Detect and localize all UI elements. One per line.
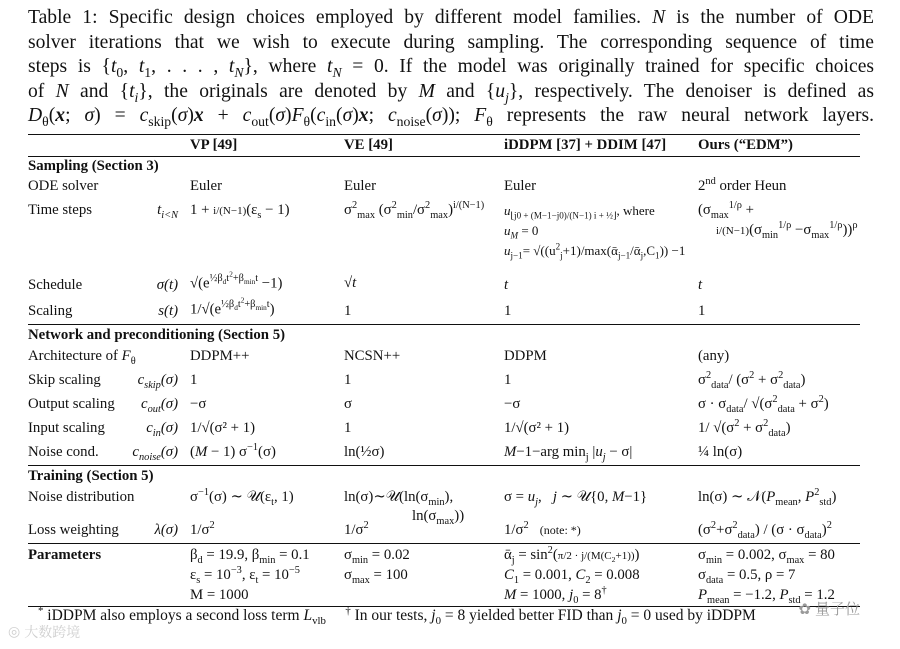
section-parameters: Parameters [28,547,102,563]
section-network: Network and preconditioning (Section 5) [28,327,286,343]
cell-noise-ve: ln(½σ) [344,444,385,460]
row-label-dist: Noise distribution [28,489,135,505]
table-caption [28,6,874,129]
cell-scaling-iddpm: 1 [504,303,512,319]
row-label-in: Input scaling [28,420,105,436]
cell-timesteps-iddpm-2: $u_M = 0$ [504,223,539,241]
param-ours-2: $\sigma_{data} = 0.5$, ρ = 7 [698,567,796,586]
cell-ode-ve: Euler [344,178,377,194]
param-iddpm-1: ᾱ$_j$ = $\sin^2(\pi/2 \cdot j/(M(C_2+1)))$ [504,545,640,566]
cell-out-vp: −σ [190,396,207,412]
cell-schedule-ours: t [698,277,703,293]
sym-schedule: σ(t) [156,277,178,293]
cell-ode-vp: Euler [190,178,223,194]
row-label-noise: Noise cond. [28,444,99,460]
cell-scaling-ours: 1 [698,303,706,319]
cell-ode-iddpm: Euler [504,178,537,194]
sym-loss: λ(σ) [154,522,178,538]
sym-out: $c_{out}(\sigma)$ [141,396,178,415]
cell-noise-ours: ¼ ln(σ) [698,444,743,460]
cell-dist-iddpm: $\sigma = u_j$, j ∼ 𝒰{0, M−1} [504,489,648,508]
param-vp-2: $\varepsilon_s = 10^{-3}$, $\varepsilon_t = 10^{-5}$ [190,565,300,586]
section-sampling: Sampling (Section 3) [28,158,159,174]
caption-line-2: solver iterations that we wish to execute during sampling. The corresponding sequence of time [28,31,874,53]
cell-timesteps-ve: $\sigma^2_{max}$ $(\sigma^2_{min}/\sigma^2_{max})^{i/(N-1)}$ [344,200,485,221]
sym-in: $c_{in}(\sigma)$ [146,420,178,439]
row-label-timesteps: Time steps [28,202,92,218]
row-label-ode: ODE solver [28,178,99,194]
param-ours-3: $P_{mean} = -1.2$, $P_{std} = 1.2$ [698,587,835,606]
cell-skip-ours: $\sigma^2_{data}/$ $(\sigma^2 + \sigma^2_{data})$ [698,370,806,391]
header-ve: VE [49] [344,137,393,153]
row-label-out: Output scaling [28,396,115,412]
cell-arch-ve: NCSN++ [344,348,401,364]
cell-arch-iddpm: DDPM [504,348,547,364]
cell-scaling-vp: $1/√(e^{\frac{1}{2}\beta_dt^2+\beta_{min}t})$ [190,297,275,318]
cell-in-ve: 1 [344,420,352,436]
wechat-icon: ✿ [798,599,811,618]
param-iddpm-3: M = 1000, $j_0 = 8^\dagger$ [504,585,607,606]
rule-network [28,324,860,325]
cell-dist-ve-2: $\ln(\sigma_{max})$) [412,508,465,527]
param-vp-1: $\beta_d = 19.9$, $\beta_{min} = 0.1$ [190,547,310,566]
header-vp: VP [49] [190,137,238,153]
cell-skip-ve: 1 [344,372,352,388]
row-label-arch: Architecture of $F_\theta$ [28,348,136,367]
cell-dist-ours: ln(σ) ∼ $𝒩(P_{mean}$, $P^2_{std}$) [698,487,837,508]
sym-scaling: s(t) [158,303,178,319]
header-rule [28,156,860,157]
caption-line-5: $D_\theta(x$; $\sigma) = c_{skip}(\sigma)x + c_{out}(\sigma)F_\theta(c_{in}(\sigma)x$; $c_{noise}(\sigma)$); $F_\theta$ represents the raw neural network layers. [28,105,874,130]
header-iddpm: iDDPM [37] + DDIM [47] [504,137,667,153]
cell-timesteps-vp: $1 + i/(N-1)(\varepsilon_s - 1)$ [190,202,290,221]
watermark-right: ✿ 量子位 [798,599,860,618]
cell-noise-vp: (M − 1) $\sigma^{-1}(\sigma)$ [190,442,276,460]
cell-schedule-iddpm: t [504,277,509,293]
caption-line-1: Table 1: Specific design choices employed by different model families. N is the number of ODE [28,7,874,28]
row-label-scaling: Scaling [28,303,73,319]
cell-timesteps-ours-2: $i/(N-1)(\sigma_{min}^{1/\rho} -\sigma_{max}^{1/\rho}))^\rho$ [716,220,858,241]
param-ve-1: $\sigma_{min} = 0.02$ [344,547,410,566]
cell-out-ve: σ [344,396,352,412]
cell-loss-ours: $(\sigma^2+\sigma^2_{data}) / (\sigma \cdot \sigma_{data})^2$ [698,520,832,541]
cell-in-iddpm: 1/√(σ² + 1) [504,420,570,436]
cell-timesteps-ours-1: ($\sigma_{max}^{1/\rho}$ + [698,200,755,221]
cell-noise-iddpm: M−1−arg $\min_j |u_j - \sigma|$ [504,444,633,463]
cell-arch-ours: (any) [698,348,730,364]
param-ve-2: $\sigma_{max} = 100$ [344,567,408,586]
cell-loss-ve: $1/\sigma^2$ [344,520,369,538]
top-rule [28,134,860,135]
sym-noise: $c_{noise}(\sigma)$ [132,444,178,463]
cell-in-vp: 1/√(σ² + 1) [190,420,256,436]
row-label-loss: Loss weighting [28,522,119,538]
param-vp-3: M = 1000 [190,587,249,603]
caption-line-4: of N and $\{t_i\}$, the originals are denoted by M and $\{u_j\}$, respectively. The denoiser is defined as [28,80,874,105]
cell-dist-ve-1: $\ln(\sigma)\sim 𝒰(\ln(\sigma_{min})$, [344,489,454,508]
rule-training [28,465,860,466]
cell-loss-iddpm: $1/\sigma^2$ (note: *) [504,520,581,538]
watermark-logo-icon: ◎ [8,624,21,640]
param-iddpm-2: $C_1 = 0.001$, $C_2 = 0.008$ [504,567,640,586]
cell-ode-ours: 2nd order Heun [698,176,787,194]
sym-skip: $c_{skip}(\sigma)$ [137,372,178,391]
cell-schedule-ve: √t [344,275,357,291]
caption-line-3: steps is {$t_0$, $t_1$, . . . , $t_N$}, where $t_N = 0$. If the model was originally trained for specific choices [28,56,875,81]
sym-timesteps: $t_{i<N}$ [157,202,178,221]
cell-out-iddpm: −σ [504,396,521,412]
cell-loss-vp: $1/\sigma^2$ [190,520,215,538]
cell-out-ours: $\sigma \cdot \sigma_{data}/$ $√(\sigma^2_{data} + \sigma^2)$ [698,394,829,415]
watermark-left: ◎ 大数跨境 [8,624,81,641]
cell-dist-vp: $\sigma^{-1}(\sigma)$ ∼ $𝒰(\varepsilon_t$, 1) [190,487,294,508]
cell-schedule-vp: $√(e^{\frac{1}{2}\beta_dt^2+\beta_{min}t} -1)$ [190,271,283,292]
cell-timesteps-iddpm-1: $u_{⌊j0 + (M-1-j0)/(N-1) i + \frac{1}{2}⌋}$, where [504,203,655,221]
param-ours-1: $\sigma_{min} = 0.002$, $\sigma_{max} = 80$ [698,547,835,566]
cell-arch-vp: DDPM++ [190,348,250,364]
footnote: * iDDPM also employs a second loss term $L_{vlb}$ † In our tests, $j_0 = 8$ yielded better FID than $j_0 = 0$ used by iDDPM [38,604,756,628]
row-label-schedule: Schedule [28,277,83,293]
header-ours: Ours (“EDM”) [698,137,793,153]
cell-in-ours: 1/ $√(\sigma^2 + \sigma^2_{data})$ [698,418,791,439]
cell-scaling-ve: 1 [344,303,352,319]
rule-parameters [28,543,860,544]
cell-skip-iddpm: 1 [504,372,512,388]
cell-skip-vp: 1 [190,372,198,388]
section-training: Training (Section 5) [28,468,154,484]
cell-timesteps-iddpm-3: $u_{j-1}=$ $√((u^2_j+1)/\max(ᾱ_{j-1}/ᾱ_j,C_1)) -1$ [504,241,686,261]
row-label-skip: Skip scaling [28,372,101,388]
